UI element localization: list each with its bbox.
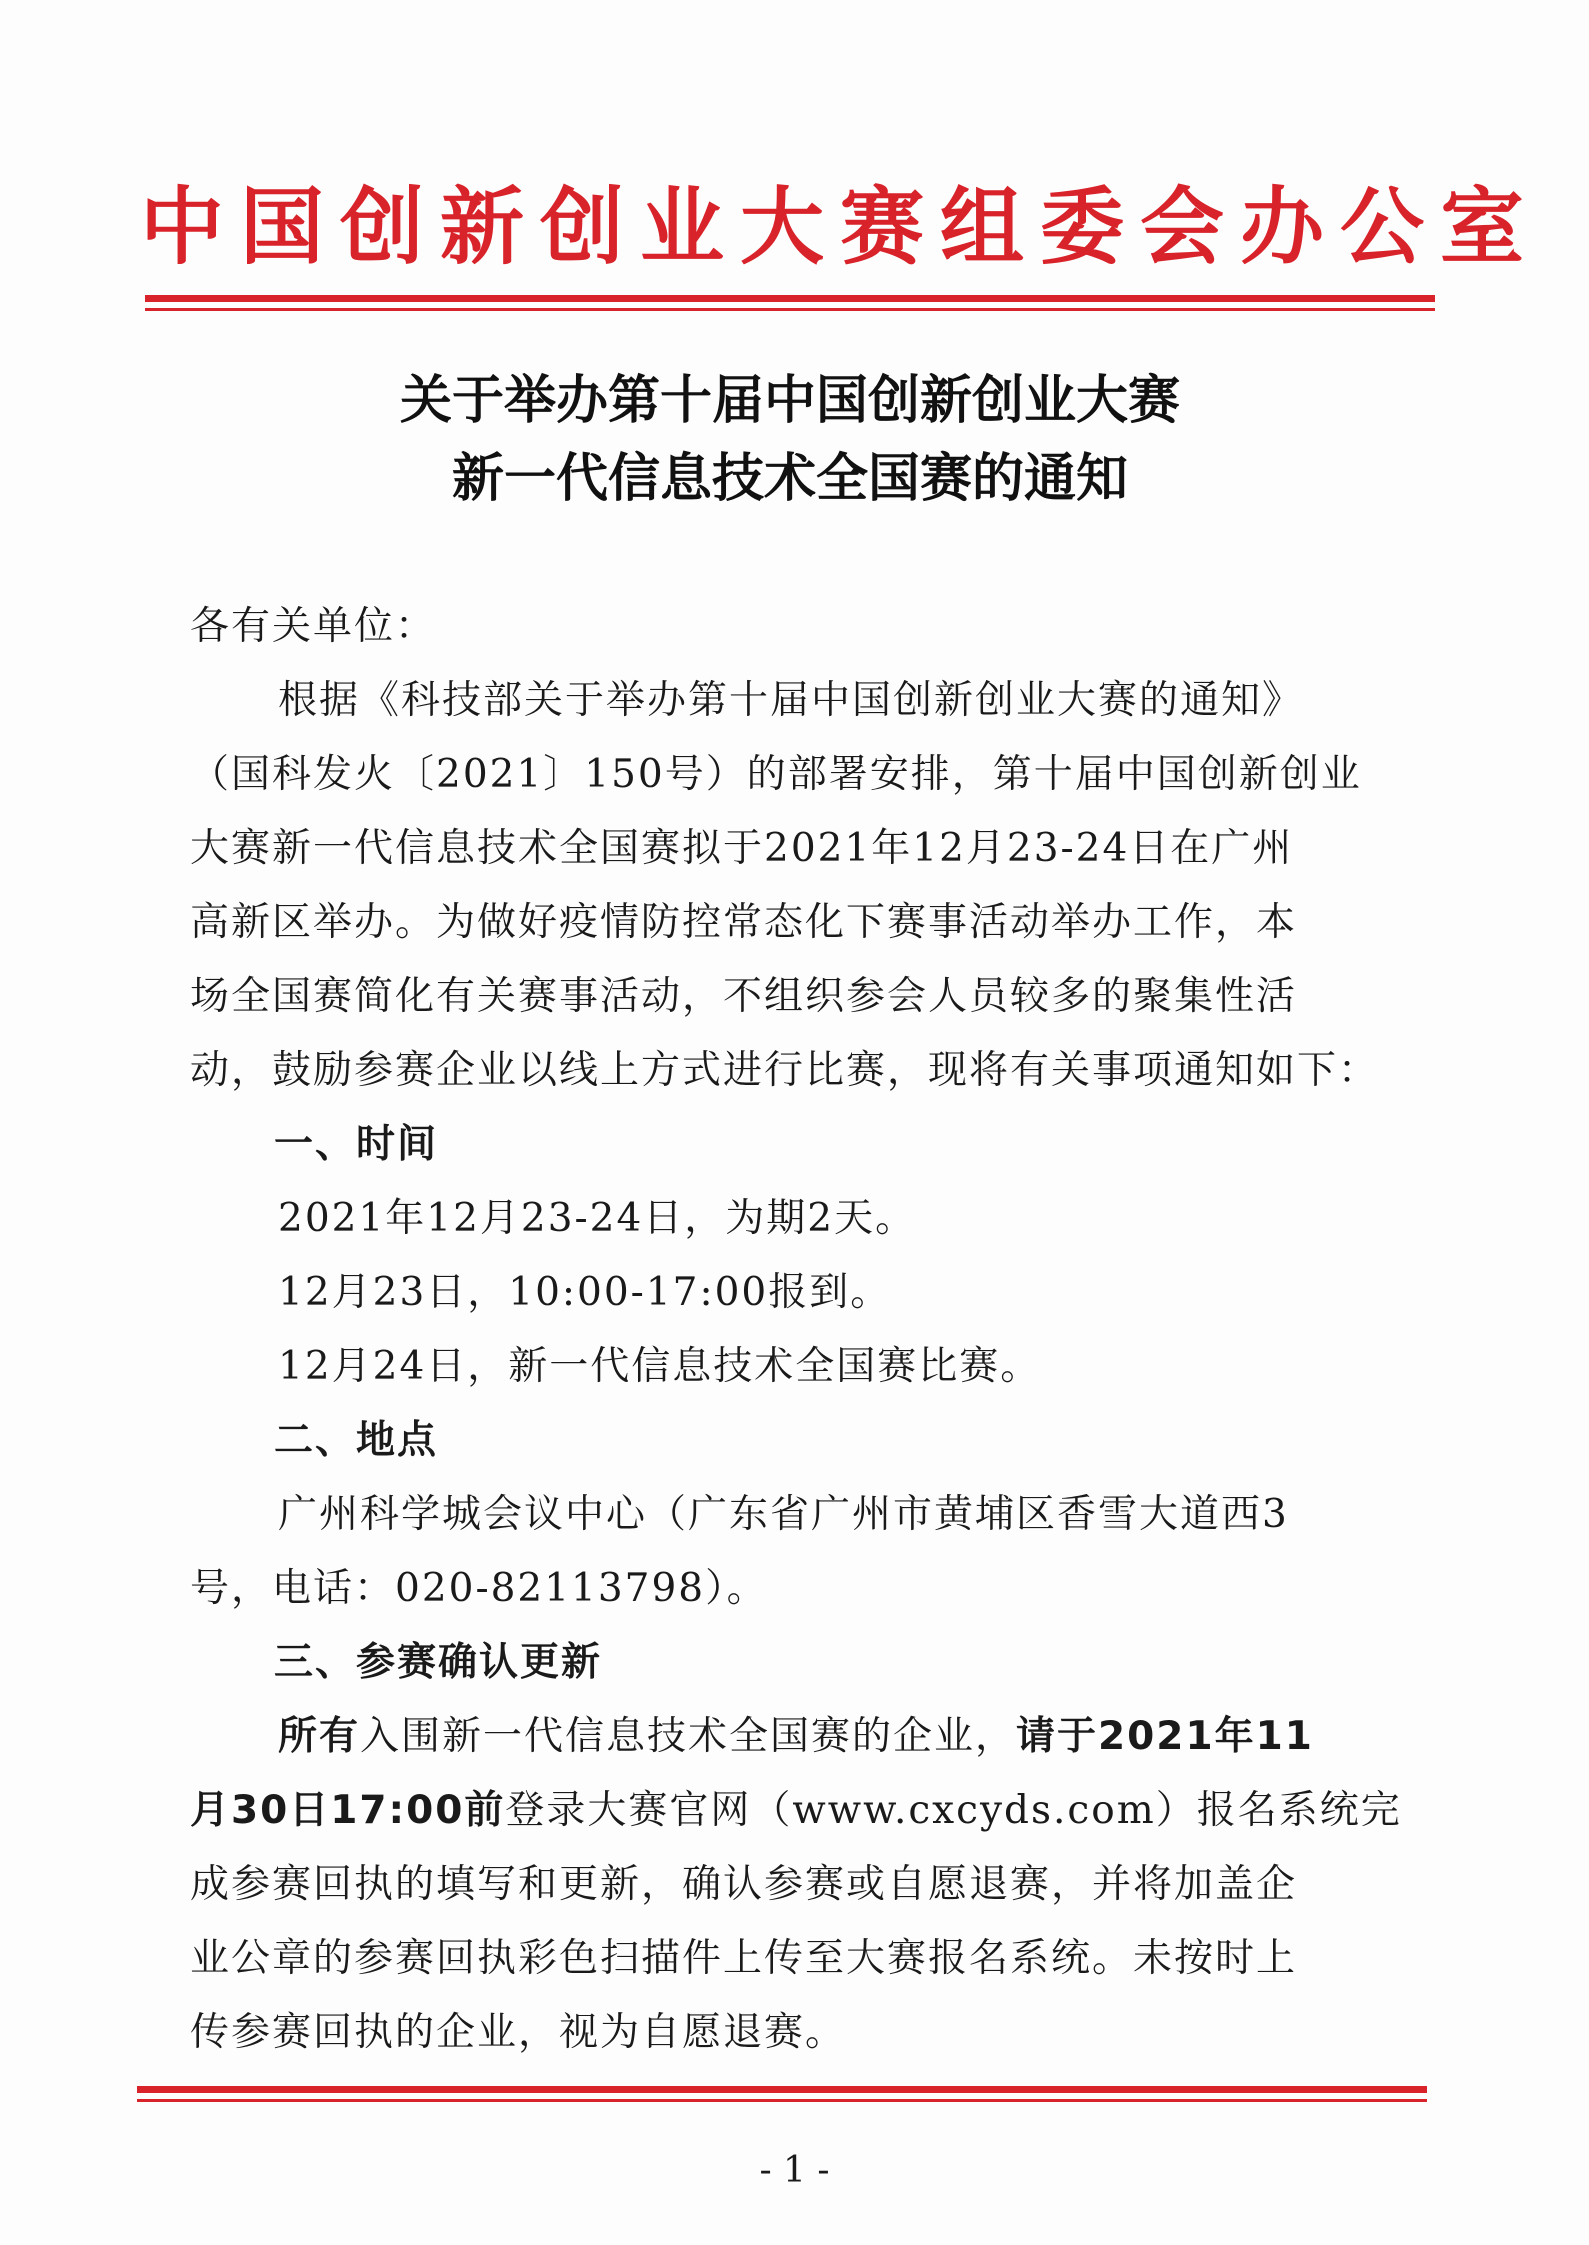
confirmation-text-enterprises: 入围新一代信息技术全国赛的企业， <box>360 1714 1017 1759</box>
confirmation-line-4: 业公章的参赛回执彩色扫描件上传至大赛报名系统。未按时上 <box>190 1936 1298 1981</box>
document-body <box>190 590 1402 2070</box>
confirmation-text-website: 登录大赛官网（www.cxcyds.com）报名系统完 <box>505 1788 1402 1833</box>
confirmation-bold-all: 所有 <box>278 1714 361 1759</box>
footer-rule-thin <box>137 2099 1427 2102</box>
intro-line-4: 高新区举办。为做好疫情防控常态化下赛事活动举办工作，本 <box>190 900 1298 945</box>
time-line-2: 12月23日，10:00-17:00报到。 <box>278 1270 892 1315</box>
organization-header: 中国创新创业大赛组委会办公室 <box>140 177 1541 276</box>
footer-rule-thick <box>137 2086 1427 2093</box>
intro-line-5: 场全国赛简化有关赛事活动，不组织参会人员较多的聚集性活 <box>190 974 1298 1019</box>
section-heading-time: 一、时间 <box>274 1122 439 1167</box>
page-number: - 1 - <box>759 2150 830 2191</box>
intro-line-2: （国科发火〔2021〕150号）的部署安排，第十届中国创新创业 <box>190 752 1362 797</box>
confirmation-line-3: 成参赛回执的填写和更新，确认参赛或自愿退赛，并将加盖企 <box>190 1862 1298 1907</box>
location-line-1: 广州科学城会议中心（广东省广州市黄埔区香雪大道西3 <box>278 1492 1289 1537</box>
footer-red-rule <box>137 2086 1427 2102</box>
red-rule-thin <box>145 308 1435 311</box>
confirmation-line-2 <box>190 1774 1402 1848</box>
confirmation-line-5: 传参赛回执的企业，视为自愿退赛。 <box>190 2010 847 2055</box>
document-title <box>100 362 1480 518</box>
intro-line-6: 动，鼓励参赛企业以线上方式进行比赛，现将有关事项通知如下： <box>190 1048 1380 1093</box>
red-rule-thick <box>145 295 1435 302</box>
time-line-3: 12月24日，新一代信息技术全国赛比赛。 <box>278 1344 1042 1389</box>
title-line-2: 新一代信息技术全国赛的通知 <box>451 448 1128 509</box>
section-heading-confirmation: 三、参赛确认更新 <box>274 1640 603 1685</box>
intro-line-1: 根据《科技部关于举办第十届中国创新创业大赛的通知》 <box>278 678 1304 723</box>
time-line-1: 2021年12月23-24日，为期2天。 <box>278 1196 917 1241</box>
confirmation-bold-deadline-start: 请于2021年11 <box>1016 1714 1314 1759</box>
salutation: 各有关单位： <box>190 604 437 649</box>
header-red-rule <box>145 295 1435 311</box>
confirmation-bold-deadline-end: 月30日17:00前 <box>190 1788 506 1833</box>
intro-line-3: 大赛新一代信息技术全国赛拟于2021年12月23-24日在广州 <box>190 826 1294 871</box>
title-line-1: 关于举办第十届中国创新创业大赛 <box>399 370 1180 431</box>
confirmation-line-1 <box>190 1700 1355 1774</box>
location-line-2: 号，电话：020-82113798）。 <box>190 1566 768 1611</box>
section-heading-location: 二、地点 <box>274 1418 439 1463</box>
